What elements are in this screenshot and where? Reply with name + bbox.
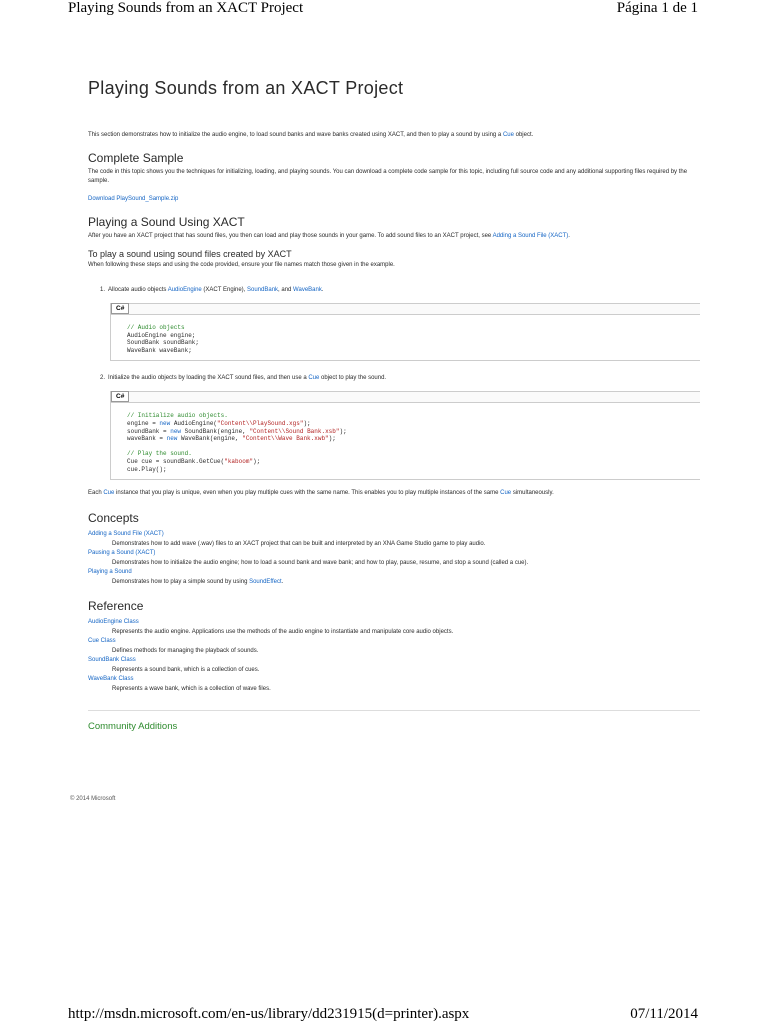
intro-text-end: object. — [513, 132, 534, 138]
code-text: AudioEngine( — [170, 419, 218, 427]
concept-text: . — [281, 578, 284, 585]
article — [88, 78, 700, 732]
concepts-heading: Concepts — [88, 511, 139, 526]
page-title: Playing Sounds from an XACT Project — [88, 78, 404, 98]
paragraph-text: simultaneously. — [511, 490, 554, 497]
print-header-page: Página 1 de 1 — [616, 0, 698, 16]
code-toolbar — [111, 392, 700, 403]
concepts-list — [88, 530, 700, 587]
concept-description — [88, 578, 700, 588]
print-header-title: Playing Sounds from an XACT Project — [68, 0, 304, 16]
cue-link[interactable]: Cue — [308, 375, 320, 382]
reference-description: Represents a wave bank, which is a collection of wave files. — [112, 685, 271, 692]
print-footer-date: 07/11/2014 — [630, 1006, 698, 1022]
code-string: "Content\\Wave Bank.xwb" — [242, 435, 329, 443]
step-number: 1. — [100, 287, 106, 293]
code-box — [110, 391, 700, 480]
step-text: (XACT Engine), — [201, 287, 247, 293]
community-additions-heading[interactable]: Community Additions — [88, 721, 178, 733]
playing-text-end: . — [568, 233, 570, 239]
cue-link[interactable]: Cue — [103, 490, 115, 497]
language-tab-csharp[interactable]: C# — [111, 391, 129, 402]
paragraph-text: instance that you play is unique, even when you play multiple cues with the same name. This enables you to play multiple instances of the same — [114, 490, 501, 497]
copyright: © 2014 Microsoft — [70, 796, 116, 802]
reference-heading: Reference — [88, 599, 144, 614]
complete-sample-heading: Complete Sample — [88, 151, 184, 165]
step-text: object to play the sound. — [319, 375, 387, 382]
wavebank-link[interactable]: WaveBank — [293, 287, 322, 293]
cue-link[interactable]: Cue — [500, 490, 512, 497]
code-text: Cue cue = soundBank.GetCue( — [127, 457, 225, 465]
code-text: cue.Play(); — [127, 465, 167, 473]
code-block-2 — [88, 391, 700, 480]
code-snippet — [111, 403, 700, 479]
audioengine-link[interactable]: AudioEngine — [167, 287, 202, 293]
concept-text: Demonstrates how to play a simple sound by using — [112, 578, 250, 585]
cue-link[interactable]: Cue — [502, 132, 514, 138]
download-sample-link[interactable]: Download PlaySound_Sample.zip — [88, 196, 179, 202]
reference-link-cue[interactable]: Cue Class — [88, 638, 116, 645]
code-string: "Content\\Sound Bank.xsb" — [249, 427, 340, 435]
code-line: SoundBank soundBank; — [127, 339, 200, 347]
code-string: "Content\\PlaySound.xgs" — [217, 419, 304, 427]
concept-description: Demonstrates how to initialize the audio engine; how to load a sound bank and wave bank; and how to play, pause, resume, and stop a sound (called a cue). — [112, 559, 529, 566]
soundbank-link[interactable]: SoundBank — [247, 287, 279, 293]
code-toolbar — [111, 304, 700, 315]
code-text: engine = — [127, 419, 160, 427]
code-keyword: new — [170, 427, 182, 435]
code-text: ); — [328, 435, 336, 443]
code-text: ); — [303, 419, 311, 427]
step-text: Allocate audio objects — [108, 287, 168, 293]
code-block-1 — [88, 303, 700, 361]
cue-instance-paragraph — [88, 489, 700, 498]
reference-list — [88, 618, 700, 694]
language-tab-csharp[interactable]: C# — [111, 303, 129, 314]
code-text: soundBank = — [127, 427, 171, 435]
step-1 — [88, 286, 700, 295]
playing-sound-heading: Playing a Sound Using XACT — [88, 215, 245, 229]
playing-sound-text — [88, 232, 700, 241]
step-number: 2. — [100, 375, 106, 382]
section-divider — [88, 710, 700, 711]
concept-link-pausing-sound[interactable]: Pausing a Sound (XACT) — [88, 550, 156, 557]
step-2 — [88, 374, 700, 383]
reference-link-soundbank[interactable]: SoundBank Class — [88, 657, 136, 664]
adding-sound-file-link[interactable]: Adding a Sound File (XACT) — [492, 233, 569, 239]
code-comment: // Audio objects — [127, 324, 185, 331]
code-line: WaveBank waveBank; — [127, 346, 192, 354]
code-comment: // Play the sound. — [127, 450, 192, 458]
print-header — [68, 0, 698, 17]
reference-description: Defines methods for managing the playback of sounds. — [112, 647, 259, 654]
complete-sample-text: The code in this topic shows you the techniques for initializing, loading, and playing sounds. You can download a complete code sample for this topic, including full source code and any additional supporting files required by the sample. — [88, 169, 688, 184]
code-line: AudioEngine engine; — [127, 331, 196, 339]
soundeffect-link[interactable]: SoundEffect — [249, 578, 282, 585]
steps-list — [88, 286, 700, 480]
code-string: "kaboom" — [224, 457, 254, 465]
code-comment: // Initialize audio objects. — [127, 412, 228, 420]
paragraph-text: Each — [88, 490, 104, 497]
concept-link-playing-sound[interactable]: Playing a Sound — [88, 569, 132, 576]
code-text: WaveBank(engine, — [177, 435, 243, 443]
code-text: ); — [339, 427, 347, 435]
reference-link-audioengine[interactable]: AudioEngine Class — [88, 619, 139, 626]
step-text: Initialize the audio objects by loading the XACT sound files, and then use a — [108, 375, 309, 382]
concept-description: Demonstrates how to add wave (.wav) files to an XACT project that can be built and interpreted by an XNA Game Studio game to play audio. — [112, 540, 486, 547]
print-footer — [68, 1006, 698, 1023]
reference-description: Represents a sound bank, which is a collection of cues. — [112, 666, 260, 673]
code-text: ); — [253, 457, 261, 465]
intro-paragraph — [88, 131, 700, 140]
step-text: . — [321, 287, 324, 293]
reference-description: Represents the audio engine. Applications use the methods of the audio engine to instantiate and manipulate core audio objects. — [112, 628, 454, 635]
step-text: , and — [278, 287, 294, 293]
code-text: waveBank = — [127, 435, 167, 443]
intro-text: This section demonstrates how to initialize the audio engine, to load sound banks and wave banks created using XACT, and then to play a sound by using a — [88, 132, 503, 138]
code-box — [110, 303, 700, 361]
code-keyword: new — [159, 419, 171, 427]
concept-link-adding-sound-file[interactable]: Adding a Sound File (XACT) — [88, 531, 164, 538]
playing-text: After you have an XACT project that has sound files, you then can load and play those sounds in your game. To add sound files to an XACT project, see — [88, 233, 493, 239]
code-text: SoundBank(engine, — [181, 427, 250, 435]
reference-link-wavebank[interactable]: WaveBank Class — [88, 676, 134, 683]
code-snippet — [111, 315, 700, 360]
procedure-heading: To play a sound using sound files created by XACT — [88, 249, 292, 259]
print-footer-url: http://msdn.microsoft.com/en-us/library/dd231915(d=printer).aspx — [68, 1006, 470, 1022]
procedure-text: When following these steps and using the code provided, ensure your file names match those given in the example. — [88, 262, 395, 268]
code-keyword: new — [166, 435, 178, 443]
